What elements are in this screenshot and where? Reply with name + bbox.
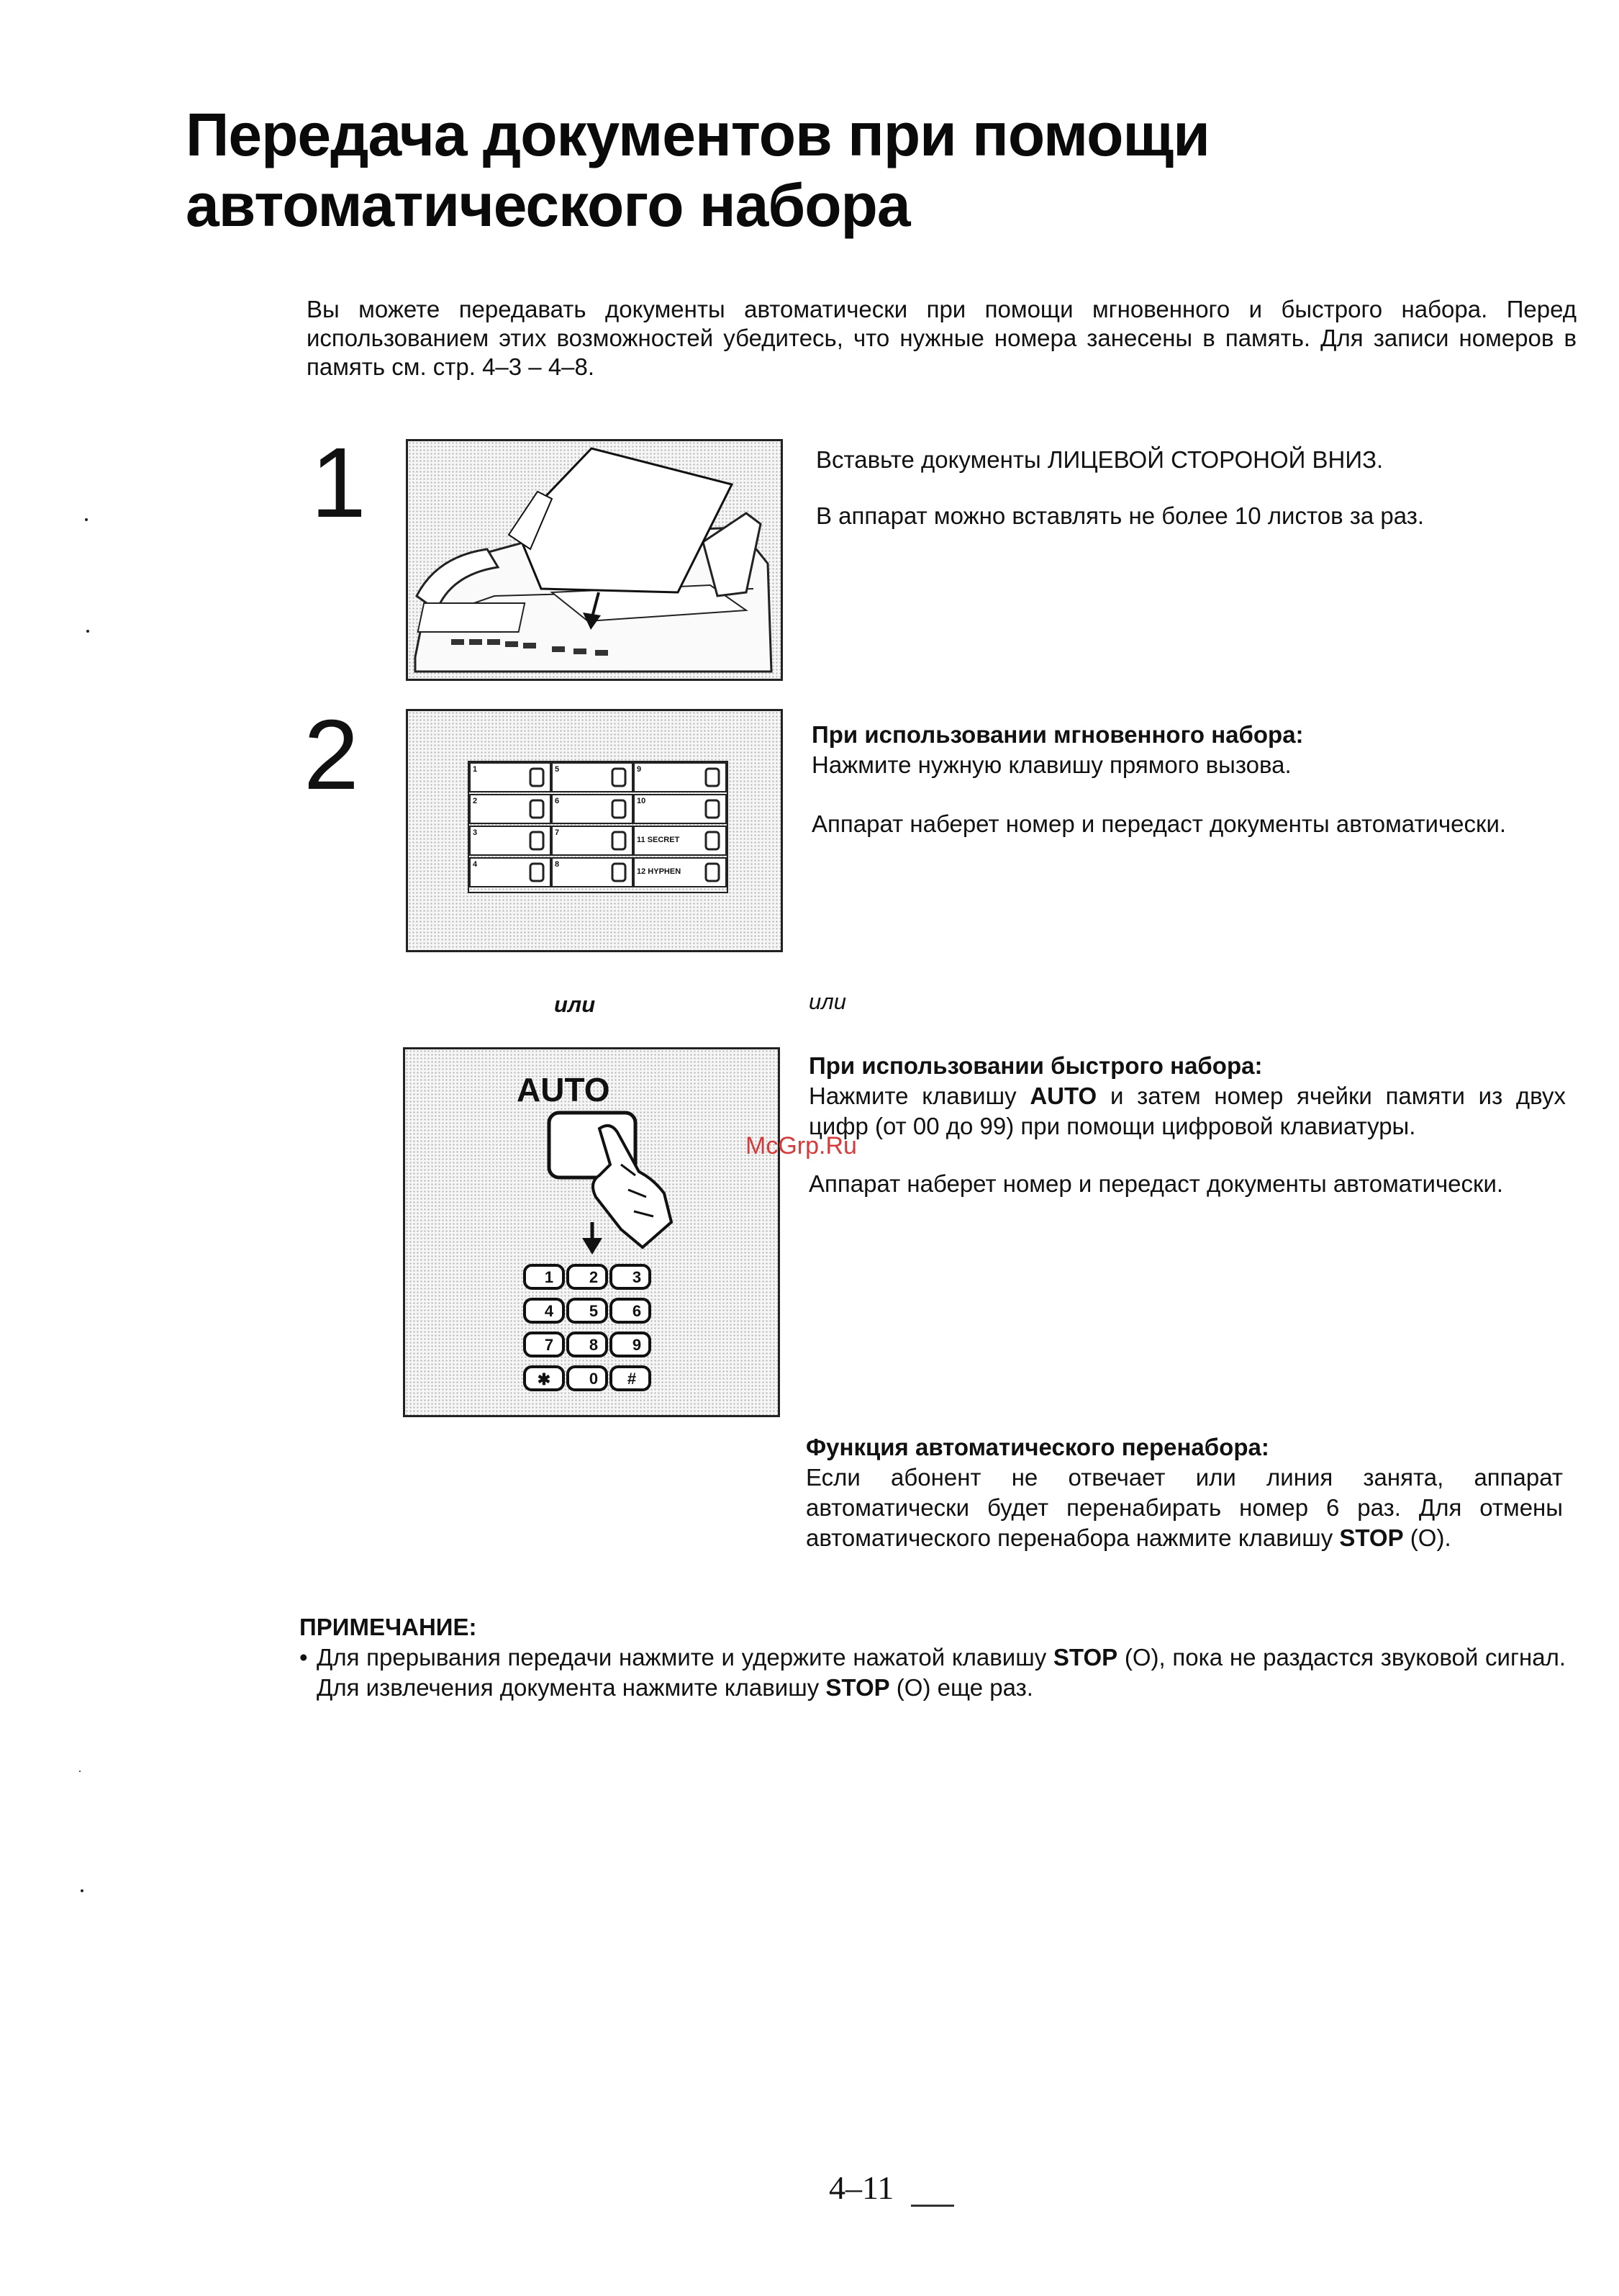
key-label: 8 [555, 860, 560, 869]
instant-dial-line1: Нажмите нужную клавишу прямого вызова. [812, 751, 1292, 778]
key-label: 12 HYPHEN [637, 867, 681, 876]
keypad-key: 0 [589, 1370, 599, 1388]
note-pre: Для прерывания передачи нажмите и удержите нажатой клавишу [317, 1644, 1053, 1671]
instant-dial-heading: При использовании мгновенного набора: [812, 721, 1304, 748]
quick-dial-post: и затем номер ячейки памяти из двух цифр (от 00 до 99) при помощи цифровой клавиатуры. [809, 1083, 1566, 1139]
footer-rule [911, 2205, 954, 2207]
keypad-key: 8 [589, 1336, 599, 1354]
redial-heading: Функция автоматического перенабора: [806, 1434, 1269, 1460]
redial-body [806, 1463, 1563, 1553]
step-number-1: 1 [311, 428, 366, 538]
step-number-2: 2 [304, 700, 359, 810]
keypad-key: 2 [589, 1268, 599, 1286]
scan-speck [86, 630, 89, 633]
auto-key-name: AUTO [1030, 1083, 1097, 1109]
stop-key-name: STOP [1339, 1524, 1404, 1551]
redial-pre: Если абонент не отвечает или линия занята, аппарат автоматически будет перенабирать номер 6 раз. Для отмены автоматического перенабора нажмите клавишу [806, 1464, 1563, 1551]
scan-speck [81, 1889, 83, 1892]
stop-key-name: STOP [825, 1674, 890, 1701]
note-item [299, 1642, 1566, 1703]
or-label-left: или [554, 992, 596, 1017]
intro-paragraph: Вы можете передавать документы автоматически при помощи мгновенного и быстрого набора. Перед использованием этих возможностей убедитесь, что нужные номера занесены в память. Для записи номеров в память см. стр. 4–3 – 4–8. [307, 296, 1577, 380]
redial-section [806, 1432, 1563, 1553]
one-touch-key-panel [408, 711, 781, 950]
quick-dial-line2: Аппарат наберет номер и передаст документы автоматически. [809, 1170, 1504, 1197]
or-label-right: или [809, 989, 846, 1014]
keypad-key: # [627, 1370, 637, 1388]
key-label: 4 [473, 860, 478, 869]
keypad-key: 1 [544, 1268, 554, 1286]
figure-one-touch-keys [406, 709, 783, 952]
step1-text [816, 445, 1536, 531]
keypad-key: 4 [544, 1302, 554, 1320]
step1-line2: В аппарат можно вставлять не более 10 листов за раз. [816, 502, 1425, 529]
quick-dial-pre: Нажмите клавишу [809, 1083, 1030, 1109]
note-section [299, 1612, 1566, 1703]
note-post: (O) еще раз. [889, 1674, 1033, 1701]
note-mid: (O), пока не раздастся звуковой сигнал. Для извлечения документа нажмите клавишу [317, 1644, 1566, 1701]
key-label: 9 [637, 765, 642, 774]
fax-machine-illustration [408, 441, 781, 679]
auto-key-illustration [405, 1049, 778, 1415]
watermark: McGrp.Ru [745, 1132, 857, 1160]
key-label: 1 [473, 765, 478, 774]
keypad-key: ✱ [537, 1370, 551, 1388]
key-label: 3 [473, 828, 478, 837]
note-bullet: • [299, 1644, 308, 1671]
keypad-key: 6 [632, 1302, 642, 1320]
figure-auto-keypad [403, 1047, 780, 1417]
key-label: 2 [473, 797, 478, 805]
keypad-key: 7 [544, 1336, 554, 1354]
quick-dial-text [809, 1051, 1566, 1199]
redial-post: (O). [1403, 1524, 1451, 1551]
quick-dial-heading: При использовании быстрого набора: [809, 1052, 1263, 1079]
note-heading: ПРИМЕЧАНИЕ: [299, 1614, 477, 1640]
keypad-key: 3 [632, 1268, 642, 1286]
page-title [186, 99, 1481, 240]
key-label: 6 [555, 797, 560, 805]
step1-line1: Вставьте документы ЛИЦЕВОЙ СТОРОНОЙ ВНИЗ. [816, 446, 1384, 473]
stop-key-name: STOP [1053, 1644, 1118, 1671]
note-body [317, 1642, 1566, 1703]
key-label: 10 [637, 797, 646, 805]
scan-speck [85, 518, 88, 521]
instant-dial-line2: Аппарат наберет номер и передаст документы автоматически. [812, 810, 1507, 837]
keypad-key: 9 [632, 1336, 642, 1354]
figure-fax-document-insert [406, 439, 783, 681]
auto-key-label: AUTO [517, 1071, 610, 1108]
page-title-line2: автоматического набора [186, 171, 910, 239]
instant-dial-text [812, 720, 1531, 839]
page-number: 4–11 [829, 2169, 894, 2206]
quick-dial-line1 [809, 1081, 1566, 1142]
page-title-line1: Передача документов при помощи [186, 101, 1210, 168]
key-label: 5 [555, 765, 560, 774]
key-label: 7 [555, 828, 560, 837]
keypad-key: 5 [589, 1302, 599, 1320]
key-label: 11 SECRET [637, 836, 680, 844]
scan-speck [79, 1771, 81, 1772]
